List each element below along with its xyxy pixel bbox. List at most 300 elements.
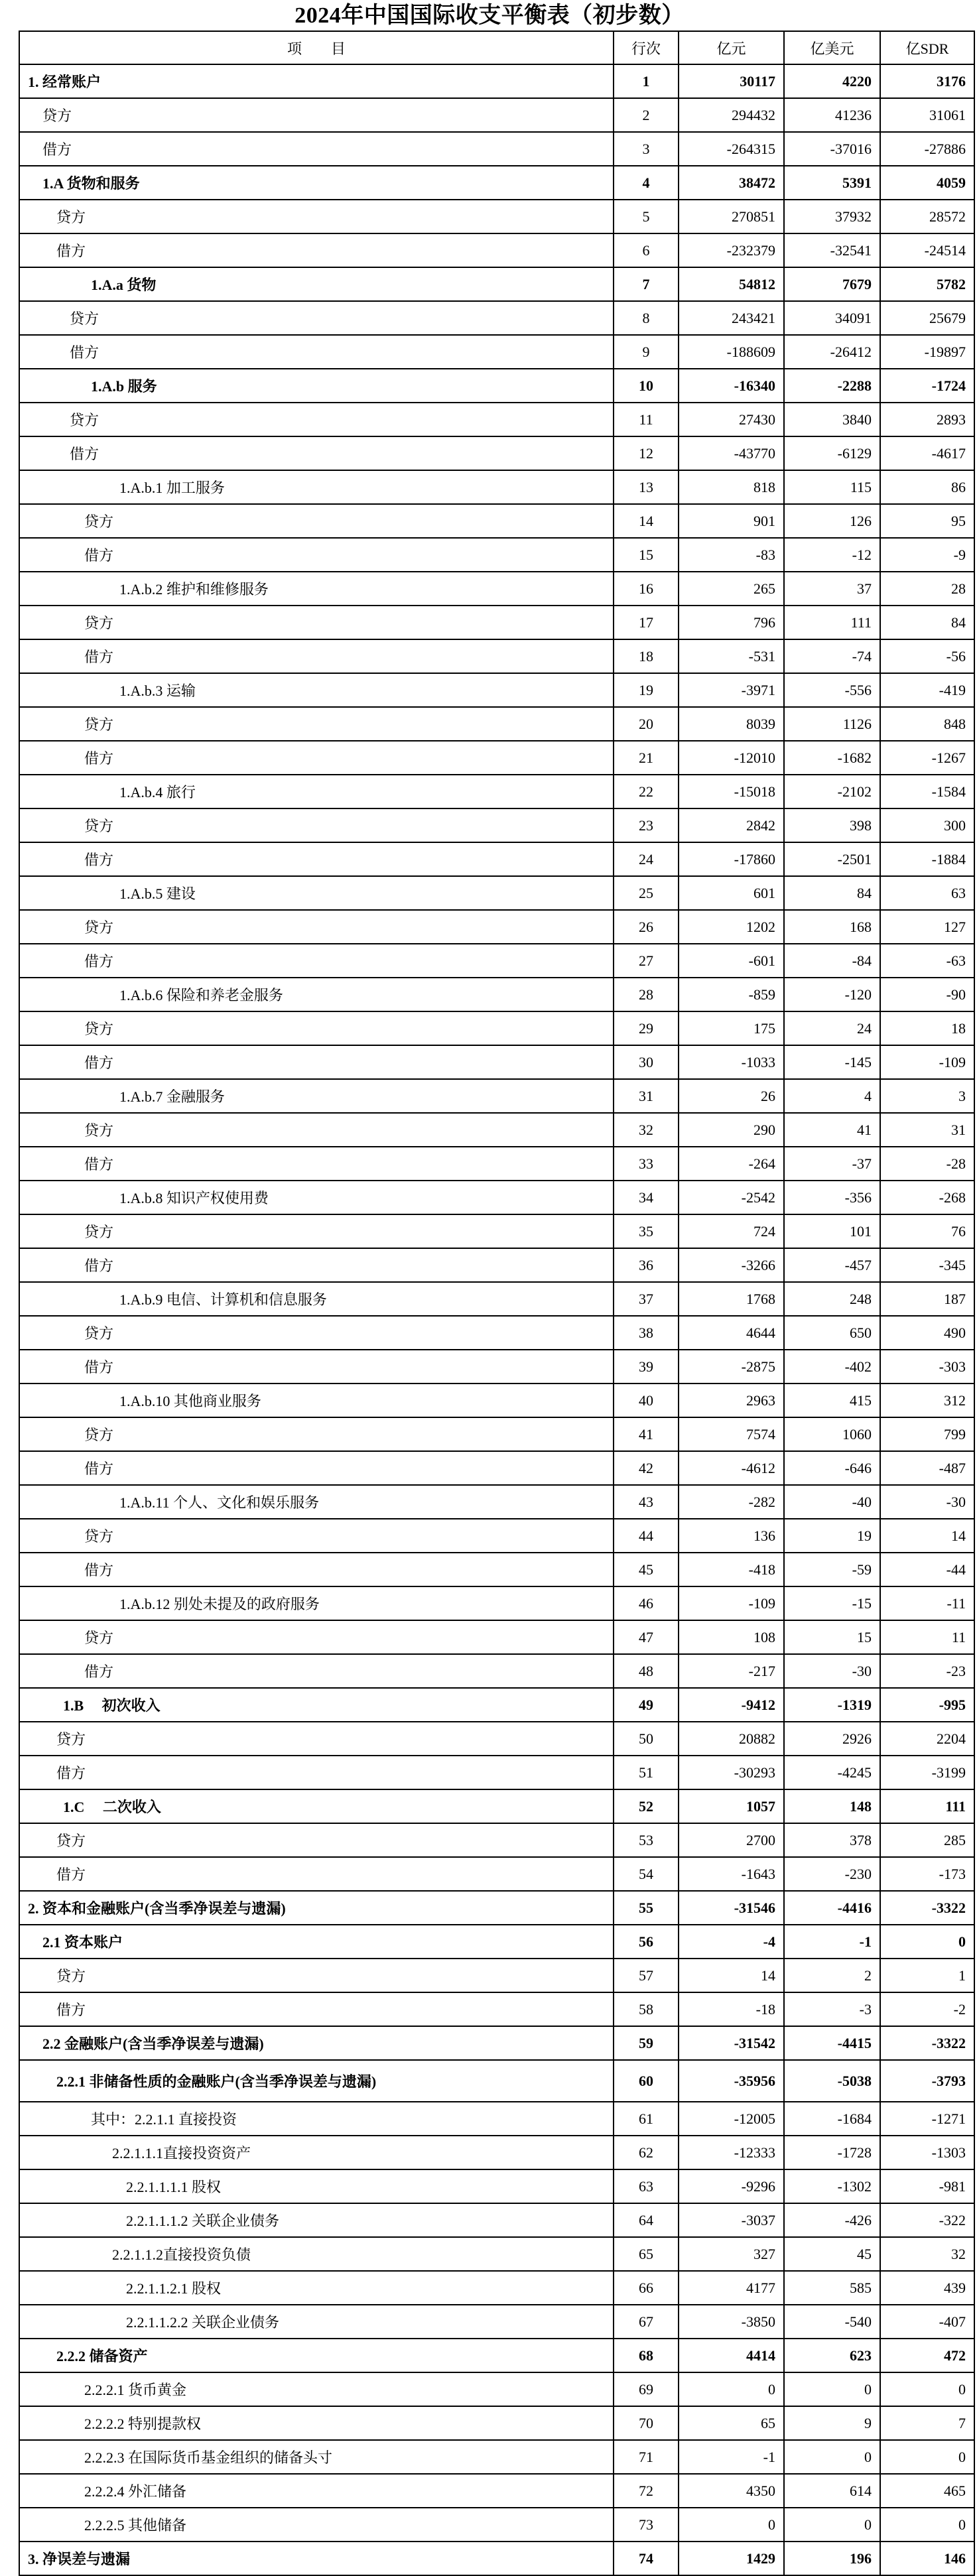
page-title: 2024年中国国际收支平衡表（初步数） <box>294 3 685 28</box>
table-row <box>19 2508 974 2542</box>
table-row <box>19 369 974 403</box>
cell-line: 53 <box>614 1823 679 1857</box>
cell-cny: 601 <box>679 876 784 910</box>
cell-sdr: -3793 <box>880 2060 974 2102</box>
cell-cny: -4612 <box>679 1451 784 1485</box>
cell-usd: -5038 <box>784 2060 880 2102</box>
cell-cny: -3971 <box>679 673 784 707</box>
table-row <box>19 436 974 470</box>
cell-item: 2.2.2.2 特别提款权 <box>19 2406 614 2440</box>
cell-cny: -3037 <box>679 2203 784 2237</box>
cell-usd: -37016 <box>784 132 880 166</box>
table-row <box>19 98 974 132</box>
cell-line: 27 <box>614 944 679 978</box>
balance-of-payments-table <box>19 31 975 2576</box>
cell-line: 20 <box>614 707 679 741</box>
cell-item: 1.A.b.7 金融服务 <box>19 1079 614 1113</box>
cell-item: 借方 <box>19 1992 614 2026</box>
table-row <box>19 2026 974 2060</box>
cell-usd: -556 <box>784 673 880 707</box>
cell-item: 1.C 二次收入 <box>19 1789 614 1823</box>
cell-usd: 4 <box>784 1079 880 1113</box>
table-row <box>19 2102 974 2136</box>
cell-line: 29 <box>614 1011 679 1045</box>
cell-cny: -12005 <box>679 2102 784 2136</box>
table-row <box>19 1417 974 1451</box>
cell-usd: -84 <box>784 944 880 978</box>
cell-cny: -531 <box>679 639 784 673</box>
cell-usd: 398 <box>784 808 880 842</box>
table-row <box>19 2136 974 2169</box>
cell-sdr: -9 <box>880 538 974 572</box>
table-row <box>19 707 974 741</box>
cell-item: 1.A.b.6 保险和养老金服务 <box>19 978 614 1011</box>
cell-usd: 415 <box>784 1384 880 1417</box>
cell-line: 34 <box>614 1181 679 1214</box>
table-row <box>19 1519 974 1553</box>
cell-usd: -426 <box>784 2203 880 2237</box>
cell-cny: 4644 <box>679 1316 784 1350</box>
cell-item: 2.2.1.1.1.1 股权 <box>19 2169 614 2203</box>
cell-line: 36 <box>614 1248 679 1282</box>
cell-sdr: -90 <box>880 978 974 1011</box>
cell-sdr: 0 <box>880 2440 974 2474</box>
cell-usd: 2 <box>784 1959 880 1992</box>
cell-sdr: -345 <box>880 1248 974 1282</box>
cell-cny: 1202 <box>679 910 784 944</box>
cell-cny: -1033 <box>679 1045 784 1079</box>
cell-line: 11 <box>614 403 679 436</box>
cell-item: 贷方 <box>19 200 614 233</box>
cell-line: 56 <box>614 1925 679 1959</box>
header-item: 项 目 <box>19 31 614 64</box>
cell-item: 1.A.b.1 加工服务 <box>19 470 614 504</box>
cell-item: 2.2.2.1 货币黄金 <box>19 2372 614 2406</box>
cell-sdr: -3322 <box>880 2026 974 2060</box>
cell-item: 借方 <box>19 1045 614 1079</box>
cell-sdr: -487 <box>880 1451 974 1485</box>
cell-line: 2 <box>614 98 679 132</box>
cell-usd: 248 <box>784 1282 880 1316</box>
cell-line: 9 <box>614 335 679 369</box>
table-row <box>19 233 974 267</box>
cell-item: 贷方 <box>19 606 614 639</box>
cell-cny: -12333 <box>679 2136 784 2169</box>
cell-usd: -2501 <box>784 842 880 876</box>
cell-usd: 101 <box>784 1214 880 1248</box>
cell-item: 3. 净误差与遗漏 <box>19 2542 614 2575</box>
cell-usd: 1126 <box>784 707 880 741</box>
cell-usd: 148 <box>784 1789 880 1823</box>
cell-item: 借方 <box>19 1248 614 1282</box>
cell-usd: 111 <box>784 606 880 639</box>
cell-cny: -601 <box>679 944 784 978</box>
cell-item: 借方 <box>19 1756 614 1789</box>
table-row <box>19 1992 974 2026</box>
cell-usd: 0 <box>784 2440 880 2474</box>
cell-sdr: -322 <box>880 2203 974 2237</box>
cell-sdr: -3199 <box>880 1756 974 1789</box>
cell-cny: -43770 <box>679 436 784 470</box>
cell-cny: -4 <box>679 1925 784 1959</box>
cell-line: 5 <box>614 200 679 233</box>
cell-line: 50 <box>614 1722 679 1756</box>
cell-line: 71 <box>614 2440 679 2474</box>
table-row <box>19 470 974 504</box>
cell-line: 54 <box>614 1857 679 1891</box>
cell-cny: -1 <box>679 2440 784 2474</box>
cell-line: 31 <box>614 1079 679 1113</box>
cell-line: 22 <box>614 775 679 808</box>
cell-sdr: 127 <box>880 910 974 944</box>
cell-cny: 4414 <box>679 2339 784 2372</box>
cell-item: 贷方 <box>19 1620 614 1654</box>
cell-usd: -40 <box>784 1485 880 1519</box>
cell-cny: -264315 <box>679 132 784 166</box>
cell-sdr: 465 <box>880 2474 974 2508</box>
cell-cny: 7574 <box>679 1417 784 1451</box>
table-row <box>19 1925 974 1959</box>
cell-sdr: -3322 <box>880 1891 974 1925</box>
table-row <box>19 639 974 673</box>
cell-usd: -1684 <box>784 2102 880 2136</box>
cell-usd: -2288 <box>784 369 880 403</box>
cell-usd: 7679 <box>784 267 880 301</box>
cell-line: 35 <box>614 1214 679 1248</box>
cell-line: 4 <box>614 166 679 200</box>
table-row <box>19 1553 974 1586</box>
cell-line: 25 <box>614 876 679 910</box>
table-row <box>19 2474 974 2508</box>
cell-line: 69 <box>614 2372 679 2406</box>
cell-cny: 724 <box>679 1214 784 1248</box>
cell-usd: -356 <box>784 1181 880 1214</box>
cell-sdr: -407 <box>880 2305 974 2339</box>
cell-item: 1.A.b.10 其他商业服务 <box>19 1384 614 1417</box>
cell-sdr: 76 <box>880 1214 974 1248</box>
cell-usd: 115 <box>784 470 880 504</box>
cell-item: 2.2.2.3 在国际货币基金组织的储备头寸 <box>19 2440 614 2474</box>
table-row <box>19 1654 974 1688</box>
header-cny: 亿元 <box>679 31 784 64</box>
cell-sdr: 2204 <box>880 1722 974 1756</box>
cell-line: 28 <box>614 978 679 1011</box>
cell-usd: 3840 <box>784 403 880 436</box>
table-row <box>19 2060 974 2102</box>
cell-cny: -16340 <box>679 369 784 403</box>
cell-sdr: -419 <box>880 673 974 707</box>
cell-item: 借方 <box>19 842 614 876</box>
cell-sdr: -268 <box>880 1181 974 1214</box>
cell-item: 贷方 <box>19 910 614 944</box>
cell-cny: -2875 <box>679 1350 784 1384</box>
cell-cny: -18 <box>679 1992 784 2026</box>
cell-sdr: 848 <box>880 707 974 741</box>
cell-cny: -859 <box>679 978 784 1011</box>
cell-usd: 37932 <box>784 200 880 233</box>
cell-item: 其中：2.2.1.1 直接投资 <box>19 2102 614 2136</box>
cell-usd: -4416 <box>784 1891 880 1925</box>
table-row <box>19 1756 974 1789</box>
cell-cny: 14 <box>679 1959 784 1992</box>
cell-sdr: -109 <box>880 1045 974 1079</box>
table-row <box>19 1384 974 1417</box>
cell-line: 60 <box>614 2060 679 2102</box>
cell-line: 38 <box>614 1316 679 1350</box>
cell-cny: 290 <box>679 1113 784 1147</box>
cell-line: 17 <box>614 606 679 639</box>
cell-usd: 0 <box>784 2372 880 2406</box>
cell-line: 12 <box>614 436 679 470</box>
cell-sdr: -1303 <box>880 2136 974 2169</box>
cell-line: 18 <box>614 639 679 673</box>
table-row <box>19 64 974 98</box>
cell-sdr: -28 <box>880 1147 974 1181</box>
cell-line: 33 <box>614 1147 679 1181</box>
cell-usd: -230 <box>784 1857 880 1891</box>
cell-item: 2.2.1.1.2.2 关联企业债务 <box>19 2305 614 2339</box>
cell-cny: -9296 <box>679 2169 784 2203</box>
cell-item: 2.1 资本账户 <box>19 1925 614 1959</box>
table-row <box>19 335 974 369</box>
table-row <box>19 978 974 1011</box>
cell-cny: 2700 <box>679 1823 784 1857</box>
cell-line: 23 <box>614 808 679 842</box>
cell-cny: -282 <box>679 1485 784 1519</box>
cell-cny: 1057 <box>679 1789 784 1823</box>
table-row <box>19 1045 974 1079</box>
cell-cny: 2842 <box>679 808 784 842</box>
table-row <box>19 1248 974 1282</box>
cell-sdr: 28 <box>880 572 974 606</box>
cell-cny: -264 <box>679 1147 784 1181</box>
cell-usd: 5391 <box>784 166 880 200</box>
cell-usd: 41 <box>784 1113 880 1147</box>
cell-cny: -15018 <box>679 775 784 808</box>
table-row <box>19 1147 974 1181</box>
cell-sdr: 285 <box>880 1823 974 1857</box>
cell-usd: 34091 <box>784 301 880 335</box>
cell-sdr: -1271 <box>880 2102 974 2136</box>
table-row <box>19 1451 974 1485</box>
cell-sdr: 0 <box>880 2372 974 2406</box>
cell-line: 19 <box>614 673 679 707</box>
cell-cny: -3850 <box>679 2305 784 2339</box>
cell-line: 45 <box>614 1553 679 1586</box>
cell-item: 借方 <box>19 1553 614 1586</box>
cell-cny: -418 <box>679 1553 784 1586</box>
table-row <box>19 166 974 200</box>
table-row <box>19 1857 974 1891</box>
cell-cny: 65 <box>679 2406 784 2440</box>
cell-item: 贷方 <box>19 1823 614 1857</box>
cell-item: 贷方 <box>19 1722 614 1756</box>
cell-cny: 818 <box>679 470 784 504</box>
table-row <box>19 1485 974 1519</box>
cell-usd: -402 <box>784 1350 880 1384</box>
cell-usd: 168 <box>784 910 880 944</box>
cell-item: 1.A.b.8 知识产权使用费 <box>19 1181 614 1214</box>
cell-cny: 294432 <box>679 98 784 132</box>
cell-item: 借方 <box>19 335 614 369</box>
cell-line: 57 <box>614 1959 679 1992</box>
table-row <box>19 2169 974 2203</box>
cell-sdr: 2893 <box>880 403 974 436</box>
cell-sdr: 3176 <box>880 64 974 98</box>
cell-sdr: -303 <box>880 1350 974 1384</box>
table-row <box>19 200 974 233</box>
cell-cny: 136 <box>679 1519 784 1553</box>
cell-cny: -31542 <box>679 2026 784 2060</box>
cell-line: 10 <box>614 369 679 403</box>
cell-line: 24 <box>614 842 679 876</box>
cell-cny: 175 <box>679 1011 784 1045</box>
cell-line: 65 <box>614 2237 679 2271</box>
cell-item: 2.2.2.5 其他储备 <box>19 2508 614 2542</box>
cell-usd: -457 <box>784 1248 880 1282</box>
cell-cny: -1643 <box>679 1857 784 1891</box>
cell-item: 1.A.b.3 运输 <box>19 673 614 707</box>
cell-cny: 26 <box>679 1079 784 1113</box>
table-row <box>19 2271 974 2305</box>
cell-cny: -35956 <box>679 2060 784 2102</box>
table-row <box>19 572 974 606</box>
cell-sdr: 490 <box>880 1316 974 1350</box>
cell-item: 1.A.b.4 旅行 <box>19 775 614 808</box>
cell-line: 15 <box>614 538 679 572</box>
cell-item: 2.2 金融账户(含当季净误差与遗漏) <box>19 2026 614 2060</box>
cell-cny: -12010 <box>679 741 784 775</box>
cell-line: 43 <box>614 1485 679 1519</box>
cell-usd: -32541 <box>784 233 880 267</box>
cell-cny: -30293 <box>679 1756 784 1789</box>
cell-sdr: 472 <box>880 2339 974 2372</box>
cell-usd: 24 <box>784 1011 880 1045</box>
cell-sdr: 25679 <box>880 301 974 335</box>
cell-sdr: 14 <box>880 1519 974 1553</box>
cell-sdr: -2 <box>880 1992 974 2026</box>
table-row <box>19 1789 974 1823</box>
cell-line: 39 <box>614 1350 679 1384</box>
cell-item: 贷方 <box>19 1959 614 1992</box>
cell-usd: -1682 <box>784 741 880 775</box>
cell-line: 8 <box>614 301 679 335</box>
cell-sdr: 7 <box>880 2406 974 2440</box>
cell-item: 贷方 <box>19 1316 614 1350</box>
cell-cny: -3266 <box>679 1248 784 1282</box>
cell-sdr: 4059 <box>880 166 974 200</box>
cell-item: 借方 <box>19 639 614 673</box>
cell-line: 52 <box>614 1789 679 1823</box>
cell-item: 2. 资本和金融账户(含当季净误差与遗漏) <box>19 1891 614 1925</box>
cell-usd: -2102 <box>784 775 880 808</box>
cell-sdr: 3 <box>880 1079 974 1113</box>
cell-cny: 30117 <box>679 64 784 98</box>
table-header-row <box>19 31 974 64</box>
cell-cny: 243421 <box>679 301 784 335</box>
cell-cny: -232379 <box>679 233 784 267</box>
table-row <box>19 504 974 538</box>
cell-line: 51 <box>614 1756 679 1789</box>
table-row <box>19 2305 974 2339</box>
table-row <box>19 1688 974 1722</box>
cell-line: 41 <box>614 1417 679 1451</box>
table-row <box>19 1113 974 1147</box>
cell-item: 2.2.2.4 外汇储备 <box>19 2474 614 2508</box>
cell-sdr: 1 <box>880 1959 974 1992</box>
cell-line: 63 <box>614 2169 679 2203</box>
cell-sdr: -1724 <box>880 369 974 403</box>
cell-usd: -120 <box>784 978 880 1011</box>
cell-cny: 8039 <box>679 707 784 741</box>
cell-cny: 2963 <box>679 1384 784 1417</box>
cell-sdr: 28572 <box>880 200 974 233</box>
table-row <box>19 775 974 808</box>
table-row <box>19 1214 974 1248</box>
cell-usd: 37 <box>784 572 880 606</box>
table-row <box>19 538 974 572</box>
cell-item: 贷方 <box>19 504 614 538</box>
cell-item: 贷方 <box>19 707 614 741</box>
cell-sdr: -1267 <box>880 741 974 775</box>
table-row <box>19 1181 974 1214</box>
cell-cny: 27430 <box>679 403 784 436</box>
cell-usd: 1060 <box>784 1417 880 1451</box>
cell-item: 借方 <box>19 1857 614 1891</box>
cell-usd: -6129 <box>784 436 880 470</box>
cell-line: 66 <box>614 2271 679 2305</box>
table-row <box>19 301 974 335</box>
cell-line: 7 <box>614 267 679 301</box>
cell-sdr: 86 <box>880 470 974 504</box>
cell-line: 67 <box>614 2305 679 2339</box>
cell-sdr: 0 <box>880 1925 974 1959</box>
cell-sdr: 84 <box>880 606 974 639</box>
cell-cny: 54812 <box>679 267 784 301</box>
cell-sdr: 111 <box>880 1789 974 1823</box>
cell-item: 1.A.b.12 别处未提及的政府服务 <box>19 1586 614 1620</box>
cell-usd: -37 <box>784 1147 880 1181</box>
cell-sdr: 5782 <box>880 267 974 301</box>
cell-line: 73 <box>614 2508 679 2542</box>
cell-sdr: -1584 <box>880 775 974 808</box>
cell-cny: 1429 <box>679 2542 784 2575</box>
cell-sdr: -981 <box>880 2169 974 2203</box>
cell-usd: 0 <box>784 2508 880 2542</box>
cell-line: 59 <box>614 2026 679 2060</box>
cell-line: 37 <box>614 1282 679 1316</box>
table-row <box>19 808 974 842</box>
cell-cny: 20882 <box>679 1722 784 1756</box>
cell-item: 借方 <box>19 1350 614 1384</box>
table-body <box>19 64 974 2575</box>
cell-line: 40 <box>614 1384 679 1417</box>
cell-item: 2.2.1.1.1直接投资资产 <box>19 2136 614 2169</box>
cell-item: 借方 <box>19 233 614 267</box>
cell-line: 64 <box>614 2203 679 2237</box>
table-row <box>19 1282 974 1316</box>
cell-sdr: -11 <box>880 1586 974 1620</box>
cell-item: 贷方 <box>19 1011 614 1045</box>
header-line: 行次 <box>614 31 679 64</box>
cell-usd: 623 <box>784 2339 880 2372</box>
cell-item: 2.2.1.1.2.1 股权 <box>19 2271 614 2305</box>
cell-line: 62 <box>614 2136 679 2169</box>
cell-sdr: -995 <box>880 1688 974 1722</box>
cell-item: 2.2.2 储备资产 <box>19 2339 614 2372</box>
cell-item: 借方 <box>19 1451 614 1485</box>
cell-sdr: -27886 <box>880 132 974 166</box>
